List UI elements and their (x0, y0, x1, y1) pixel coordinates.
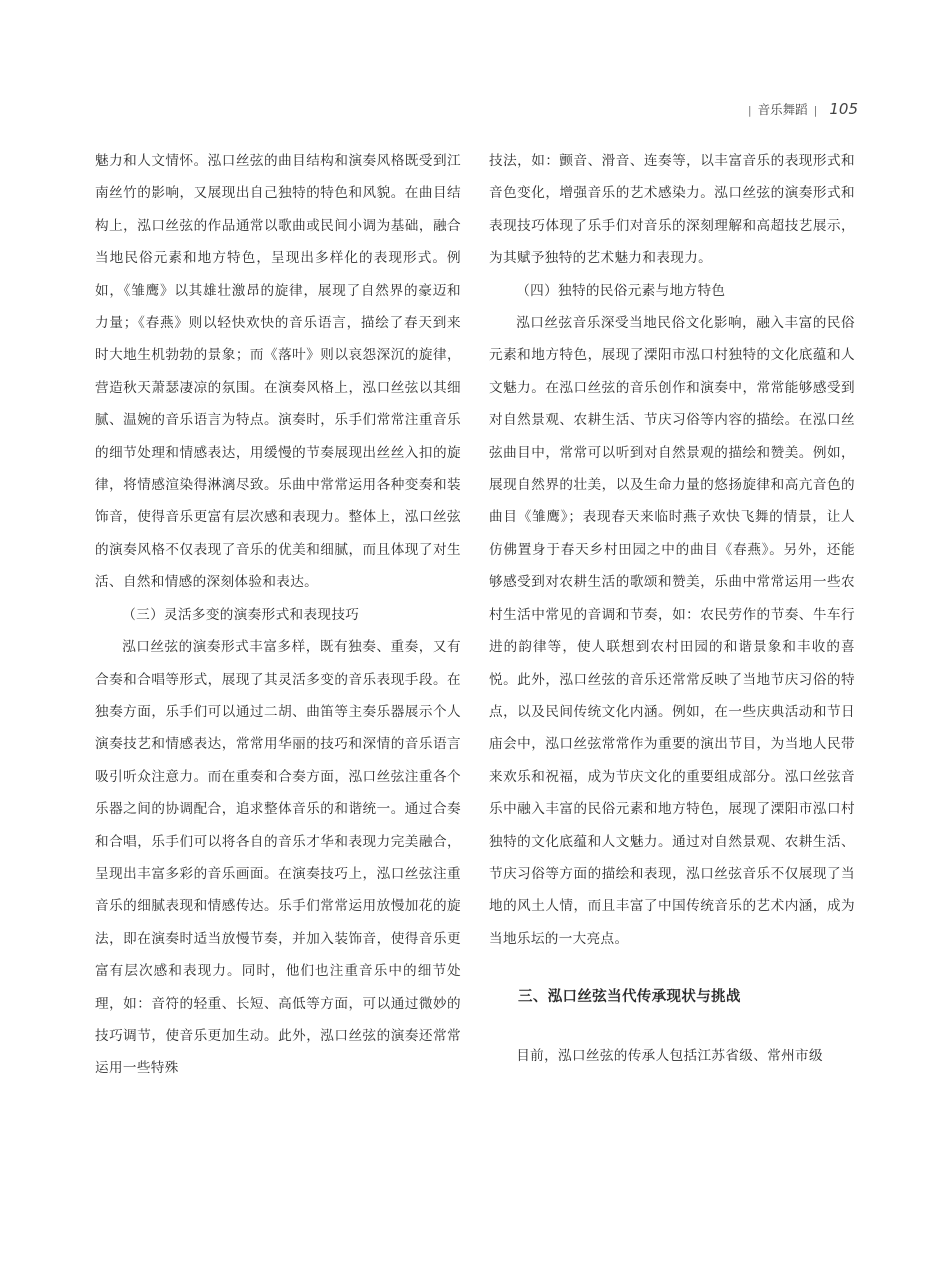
running-header (748, 100, 858, 118)
paragraph-inheritance-status: 目前，泓口丝弦的传承人包括江苏省级、常州市级 (516, 1047, 823, 1064)
subsection-heading-3: （三）灵活多变的演奏形式和表现技巧 (122, 606, 360, 623)
subsection-heading-4: （四）独特的民俗元素与地方特色 (516, 282, 726, 299)
page-number: 105 (829, 100, 858, 118)
paragraph-continuation: 魅力和人文情怀。泓口丝弦的曲目结构和演奏风格既受到江南丝竹的影响，又展现出自己独特的特色和风貌。在曲目结构上，泓口丝弦的作品通常以歌曲或民间小调为基础，融合当地民俗元素和地方特色，呈现出多样化的表现形式。例如，《雏鹰》以其雄壮激昂的旋律，展现了自然界的豪迈和力量；《春燕》则以轻快欢快的音乐语言，描绘了春天到来时大地生机勃勃的景象；而《落叶》则以哀怨深沉的旋律，营造秋天萧瑟凄凉的氛围。在演奏风格上，泓口丝弦以其细腻、温婉的音乐语言为特点。演奏时，乐手们常常注重音乐的细节处理和情感表达，用缓慢的节奏展现出丝丝入扣的旋律，将情感渲染得淋漓尽致。乐曲中常常运用各种变奏和装饰音，使得音乐更富有层次感和表现力。整体上，泓口丝弦的演奏风格不仅表现了音乐的优美和细腻，而且体现了对生活、自然和情感的深刻体验和表达。 (95, 153, 461, 591)
left-column (95, 145, 461, 1085)
right-column (489, 145, 855, 1072)
section-heading-3: 三、泓口丝弦当代传承现状与挑战 (518, 989, 741, 1006)
header-section-title: 音乐舞蹈 (757, 102, 808, 117)
header-divider-right: | (813, 104, 818, 117)
header-divider-left: | (747, 104, 752, 117)
paragraph-continuation-techniques: 技法，如：颤音、滑音、连奏等，以丰富音乐的表现形式和音色变化，增强音乐的艺术感染力。泓口丝弦的演奏形式和表现技巧体现了乐手们对音乐的深刻理解和高超技艺展示，为其赋予独特的艺术魅力和表现力。 (489, 153, 855, 267)
paragraph-folk-elements: 泓口丝弦音乐深受当地民俗文化影响，融入丰富的民俗元素和地方特色，展现了溧阳市泓口村独特的文化底蕴和人文魅力。在泓口丝弦的音乐创作和演奏中，常常能够感受到对自然景观、农耕生活、节庆习俗等内容的描绘。在泓口丝弦曲目中，常常可以听到对自然景观的描绘和赞美。例如，展现自然界的壮美，以及生命力量的悠扬旋律和高亢音色的曲目《雏鹰》；表现春天来临时燕子欢快飞舞的情景，让人仿佛置身于春天乡村田园之中的曲目《春燕》。另外，还能够感受到对农耕生活的歌颂和赞美，乐曲中常常运用一些农村生活中常见的音调和节奏，如：农民劳作的节奏、牛车行进的韵律等，使人联想到农村田园的和谐景象和丰收的喜悦。此外，泓口丝弦的音乐还常常反映了当地节庆习俗的特点，以及民间传统文化内涵。例如，在一些庆典活动和节日庙会中，泓口丝弦常常作为重要的演出节目，为当地人民带来欢乐和祝福，成为节庆文化的重要组成部分。泓口丝弦音乐中融入丰富的民俗元素和地方特色，展现了溧阳市泓口村独特的文化底蕴和人文魅力。通过对自然景观、农耕生活、节庆习俗等方面的描绘和表现，泓口丝弦音乐不仅展现了当地的风土人情，而且丰富了中国传统音乐的艺术内涵，成为当地乐坛的一大亮点。 (489, 315, 855, 947)
paragraph-performance-forms: 泓口丝弦的演奏形式丰富多样，既有独奏、重奏，又有合奏和合唱等形式，展现了其灵活多变的音乐表现手段。在独奏方面，乐手们可以通过二胡、曲笛等主奏乐器展示个人演奏技艺和情感表达，常常用华丽的技巧和深情的音乐语言吸引听众注意力。而在重奏和合奏方面，泓口丝弦注重各个乐器之间的协调配合，追求整体音乐的和谐统一。通过合奏和合唱，乐手们可以将各自的音乐才华和表现力完美融合，呈现出丰富多彩的音乐画面。在演奏技巧上，泓口丝弦注重音乐的细腻表现和情感传达。乐手们常常运用放慢加花的旋法，即在演奏时适当放慢节奏，并加入装饰音，使得音乐更富有层次感和表现力。同时，他们也注重音乐中的细节处理，如：音符的轻重、长短、高低等方面，可以通过微妙的技巧调节，使音乐更加生动。此外，泓口丝弦的演奏还常常运用一些特殊 (95, 639, 461, 1077)
